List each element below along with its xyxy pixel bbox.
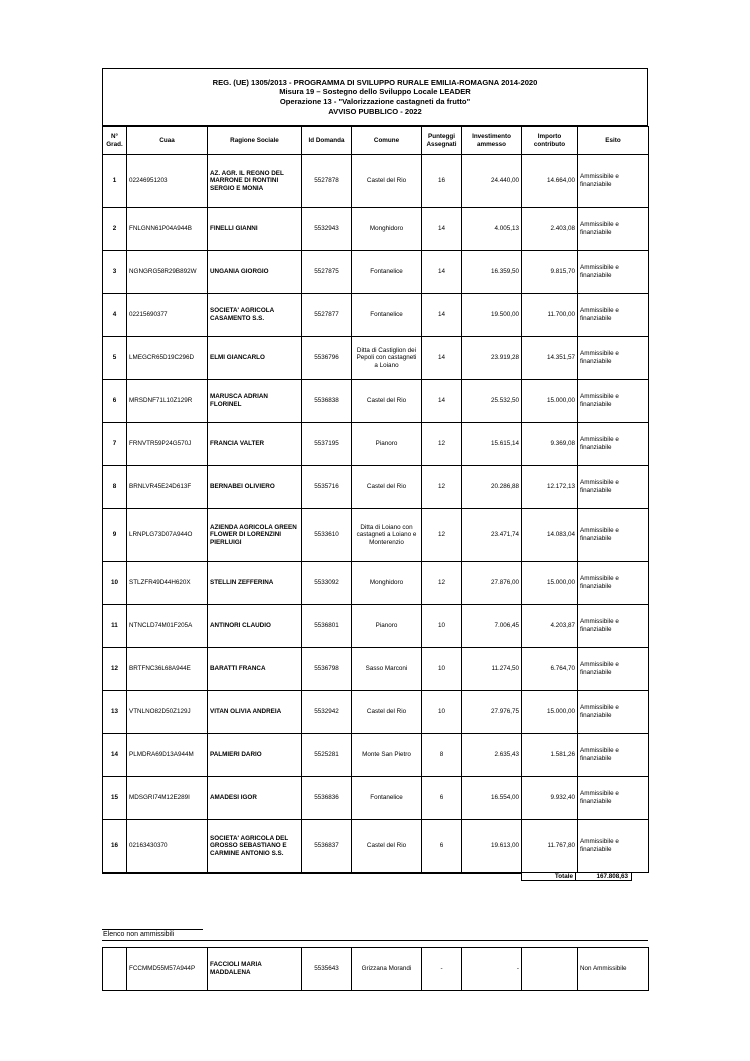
total-label: Totale — [521, 873, 576, 881]
table-row — [103, 948, 649, 991]
cell-cuaa: FRNVTR59P24G570J — [127, 423, 208, 466]
cell-investimento: 19.500,00 — [462, 294, 522, 337]
cell-ragione-sociale: AMADESI IGOR — [208, 777, 302, 820]
cell-investimento: 23.471,74 — [462, 509, 522, 562]
cell-comune: Fontanelice — [352, 777, 422, 820]
cell-id-domanda: 5527878 — [302, 155, 352, 208]
table-header-row — [103, 127, 649, 155]
cell-importo: 4.203,87 — [522, 605, 578, 648]
document-header — [102, 68, 648, 126]
cell-punteggi: 6 — [422, 777, 462, 820]
cell-comune: Ditta di Loiano con castagneti a Loiano e Monterenzio — [352, 509, 422, 562]
cell-esito: Ammissibile e finanziabile — [578, 337, 649, 380]
cell-id-domanda: 5532943 — [302, 208, 352, 251]
cell-comune: Pianoro — [352, 605, 422, 648]
cell-ragione-sociale: BARATTI FRANCA — [208, 648, 302, 691]
col-header-n: N° Grad. — [103, 127, 127, 155]
col-header-importo: Importo contributo — [522, 127, 578, 155]
cell-importo: 1.581,26 — [522, 734, 578, 777]
table-row — [103, 562, 649, 605]
cell-importo: 12.172,13 — [522, 466, 578, 509]
cell-punteggi: 12 — [422, 562, 462, 605]
cell-id-domanda: 5536796 — [302, 337, 352, 380]
table-row — [103, 337, 649, 380]
cell-comune: Castel del Rio — [352, 380, 422, 423]
cell-investimento: 20.286,88 — [462, 466, 522, 509]
cell-n: 16 — [103, 820, 127, 873]
cell-ragione-sociale: ELMI GIANCARLO — [208, 337, 302, 380]
cell-comune: Castel del Rio — [352, 155, 422, 208]
cell-n: 10 — [103, 562, 127, 605]
table-row — [103, 423, 649, 466]
cell-ragione-sociale: AZIENDA AGRICOLA GREEN FLOWER DI LORENZINI PIERLUIGI — [208, 509, 302, 562]
table-row — [103, 208, 649, 251]
cell-comune: Fontanelice — [352, 294, 422, 337]
cell-ragione-sociale: ANTINORI CLAUDIO — [208, 605, 302, 648]
table-row — [103, 734, 649, 777]
cell-esito: Non Ammissibile — [578, 948, 649, 991]
header-operation: Operazione 13 - "Valorizzazione castagneti da frutto" — [279, 97, 471, 106]
cell-importo: 9.369,08 — [522, 423, 578, 466]
cell-comune: Monghidoro — [352, 562, 422, 605]
total-value: 167.808,63 — [576, 873, 632, 881]
cell-n: 1 — [103, 155, 127, 208]
cell-investimento: 7.006,45 — [462, 605, 522, 648]
cell-importo — [522, 948, 578, 991]
cell-cuaa: PLMDRA69D13A944M — [127, 734, 208, 777]
cell-ragione-sociale: AZ. AGR. IL REGNO DEL MARRONE DI RONTINI SERGIO E MONIA — [208, 155, 302, 208]
cell-cuaa: 02215690377 — [127, 294, 208, 337]
cell-ragione-sociale: VITAN OLIVIA ANDREIA — [208, 691, 302, 734]
cell-investimento: 16.359,50 — [462, 251, 522, 294]
cell-investimento: 23.919,28 — [462, 337, 522, 380]
cell-importo: 14.083,04 — [522, 509, 578, 562]
cell-esito: Ammissibile e finanziabile — [578, 605, 649, 648]
cell-cuaa: 02246951203 — [127, 155, 208, 208]
cell-ragione-sociale: FINELLI GIANNI — [208, 208, 302, 251]
cell-investimento: 16.554,00 — [462, 777, 522, 820]
col-header-esito: Esito — [578, 127, 649, 155]
cell-n: 13 — [103, 691, 127, 734]
cell-esito: Ammissibile e finanziabile — [578, 734, 649, 777]
cell-cuaa: BRNLVR45E24D613F — [127, 466, 208, 509]
cell-n: 3 — [103, 251, 127, 294]
header-regulation: REG. (UE) 1305/2013 - PROGRAMMA DI SVILUPPO RURALE EMILIA-ROMAGNA 2014-2020 — [212, 77, 538, 87]
cell-cuaa: FCCMMD55M57A944P — [127, 948, 208, 991]
cell-id-domanda: 5532942 — [302, 691, 352, 734]
cell-comune: Monghidoro — [352, 208, 422, 251]
cell-ragione-sociale: SOCIETA' AGRICOLA CASAMENTO S.S. — [208, 294, 302, 337]
cell-n — [103, 948, 127, 991]
non-ammissibili-label: Elenco non ammissibili — [102, 929, 203, 939]
cell-id-domanda: 5537195 — [302, 423, 352, 466]
table-row — [103, 777, 649, 820]
cell-investimento: 4.005,13 — [462, 208, 522, 251]
table-row — [103, 509, 649, 562]
cell-esito: Ammissibile e finanziabile — [578, 466, 649, 509]
cell-esito: Ammissibile e finanziabile — [578, 294, 649, 337]
col-header-id-domanda: Id Domanda — [302, 127, 352, 155]
col-header-comune: Comune — [352, 127, 422, 155]
cell-comune: Castel del Rio — [352, 820, 422, 873]
cell-punteggi: 12 — [422, 466, 462, 509]
cell-investimento: 19.613,00 — [462, 820, 522, 873]
cell-importo: 6.764,70 — [522, 648, 578, 691]
table-row — [103, 605, 649, 648]
cell-n: 6 — [103, 380, 127, 423]
cell-id-domanda: 5536798 — [302, 648, 352, 691]
table-row — [103, 648, 649, 691]
cell-esito: Ammissibile e finanziabile — [578, 562, 649, 605]
cell-importo: 15.000,00 — [522, 380, 578, 423]
non-ammissibili-table — [102, 947, 649, 991]
cell-comune: Sasso Marconi — [352, 648, 422, 691]
cell-id-domanda: 5533092 — [302, 562, 352, 605]
cell-n: 15 — [103, 777, 127, 820]
header-measure: Misura 19 – Sostegno dello Sviluppo Locale LEADER — [279, 87, 471, 97]
cell-comune: Fontanelice — [352, 251, 422, 294]
cell-esito: Ammissibile e finanziabile — [578, 509, 649, 562]
cell-importo: 9.932,40 — [522, 777, 578, 820]
cell-investimento: 15.615,14 — [462, 423, 522, 466]
cell-id-domanda: 5536801 — [302, 605, 352, 648]
cell-punteggi: 10 — [422, 648, 462, 691]
cell-punteggi: 10 — [422, 605, 462, 648]
cell-importo: 9.815,70 — [522, 251, 578, 294]
cell-importo: 2.403,08 — [522, 208, 578, 251]
cell-id-domanda: 5527875 — [302, 251, 352, 294]
cell-punteggi: - — [422, 948, 462, 991]
cell-esito: Ammissibile e finanziabile — [578, 208, 649, 251]
cell-investimento: 27.876,00 — [462, 562, 522, 605]
cell-importo: 15.000,00 — [522, 691, 578, 734]
col-header-investimento: Investimento ammesso — [462, 127, 522, 155]
cell-esito: Ammissibile e finanziabile — [578, 251, 649, 294]
cell-investimento: - — [462, 948, 522, 991]
col-header-punteggi: Punteggi Assegnati — [422, 127, 462, 155]
cell-importo: 14.664,00 — [522, 155, 578, 208]
cell-ragione-sociale: MARUSCA ADRIAN FLORINEL — [208, 380, 302, 423]
cell-cuaa: MDSGRI74M12E289I — [127, 777, 208, 820]
cell-n: 7 — [103, 423, 127, 466]
cell-punteggi: 14 — [422, 294, 462, 337]
cell-n: 11 — [103, 605, 127, 648]
cell-ragione-sociale: UNGANIA GIORGIO — [208, 251, 302, 294]
table-row — [103, 466, 649, 509]
cell-n: 14 — [103, 734, 127, 777]
cell-id-domanda: 5533610 — [302, 509, 352, 562]
cell-n: 2 — [103, 208, 127, 251]
cell-comune: Monte San Pietro — [352, 734, 422, 777]
cell-cuaa: FNLGNN61P04A944B — [127, 208, 208, 251]
cell-id-domanda: 5535716 — [302, 466, 352, 509]
cell-importo: 11.767,80 — [522, 820, 578, 873]
document-page — [102, 68, 648, 976]
cell-esito: Ammissibile e finanziabile — [578, 820, 649, 873]
cell-esito: Ammissibile e finanziabile — [578, 423, 649, 466]
cell-id-domanda: 5536838 — [302, 380, 352, 423]
cell-importo: 14.351,57 — [522, 337, 578, 380]
cell-punteggi: 12 — [422, 509, 462, 562]
col-header-ragione-sociale: Ragione Sociale — [208, 127, 302, 155]
cell-ragione-sociale: SOCIETA' AGRICOLA DEL GROSSO SEBASTIANO E CARMINE ANTONIO S.S. — [208, 820, 302, 873]
cell-cuaa: MRSDNF71L10Z129R — [127, 380, 208, 423]
cell-n: 9 — [103, 509, 127, 562]
cell-punteggi: 16 — [422, 155, 462, 208]
cell-investimento: 24.440,00 — [462, 155, 522, 208]
cell-n: 8 — [103, 466, 127, 509]
cell-punteggi: 10 — [422, 691, 462, 734]
total-spacer — [102, 873, 521, 881]
cell-investimento: 2.635,43 — [462, 734, 522, 777]
cell-cuaa: NGNGRG58R29B892W — [127, 251, 208, 294]
cell-comune: Ditta di Castiglion dei Pepoli con castagneti a Loiano — [352, 337, 422, 380]
cell-id-domanda: 5527877 — [302, 294, 352, 337]
cell-cuaa: 02163430370 — [127, 820, 208, 873]
cell-punteggi: 8 — [422, 734, 462, 777]
cell-esito: Ammissibile e finanziabile — [578, 777, 649, 820]
cell-id-domanda: 5536836 — [302, 777, 352, 820]
cell-cuaa: STLZFR49D44H620X — [127, 562, 208, 605]
cell-punteggi: 6 — [422, 820, 462, 873]
cell-cuaa: NTNCLD74M01F205A — [127, 605, 208, 648]
cell-cuaa: LRNPLG73D07A944O — [127, 509, 208, 562]
table-row — [103, 691, 649, 734]
table-row — [103, 251, 649, 294]
divider — [102, 940, 648, 941]
cell-comune: Pianoro — [352, 423, 422, 466]
table-row — [103, 820, 649, 873]
cell-importo: 11.700,00 — [522, 294, 578, 337]
cell-cuaa: BRTFNC36L68A944E — [127, 648, 208, 691]
cell-ragione-sociale: FRANCIA VALTER — [208, 423, 302, 466]
cell-comune: Castel del Rio — [352, 691, 422, 734]
cell-n: 4 — [103, 294, 127, 337]
cell-comune: Grizzana Morandi — [352, 948, 422, 991]
cell-n: 5 — [103, 337, 127, 380]
table-row — [103, 155, 649, 208]
cell-esito: Ammissibile e finanziabile — [578, 380, 649, 423]
cell-punteggi: 14 — [422, 337, 462, 380]
cell-ragione-sociale: FACCIOLI MARIA MADDALENA — [208, 948, 302, 991]
cell-esito: Ammissibile e finanziabile — [578, 691, 649, 734]
cell-cuaa: LMEGCR65D19C296D — [127, 337, 208, 380]
cell-investimento: 25.532,50 — [462, 380, 522, 423]
cell-punteggi: 14 — [422, 208, 462, 251]
cell-punteggi: 14 — [422, 380, 462, 423]
cell-importo: 15.000,00 — [522, 562, 578, 605]
cell-ragione-sociale: BERNABEI OLIVIERO — [208, 466, 302, 509]
cell-comune: Castel del Rio — [352, 466, 422, 509]
col-header-cuaa: Cuaa — [127, 127, 208, 155]
cell-id-domanda: 5535643 — [302, 948, 352, 991]
cell-punteggi: 14 — [422, 251, 462, 294]
cell-id-domanda: 5525281 — [302, 734, 352, 777]
cell-ragione-sociale: STELLIN ZEFFERINA — [208, 562, 302, 605]
cell-investimento: 11.274,50 — [462, 648, 522, 691]
cell-investimento: 27.976,75 — [462, 691, 522, 734]
cell-esito: Ammissibile e finanziabile — [578, 648, 649, 691]
ranking-table — [102, 126, 649, 873]
table-row — [103, 380, 649, 423]
cell-n: 12 — [103, 648, 127, 691]
total-row — [102, 873, 648, 881]
cell-esito: Ammissibile e finanziabile — [578, 155, 649, 208]
cell-cuaa: VTNLNO82D50Z129J — [127, 691, 208, 734]
header-notice: AVVISO PUBBLICO - 2022 — [328, 106, 422, 116]
cell-id-domanda: 5536837 — [302, 820, 352, 873]
table-row — [103, 294, 649, 337]
cell-punteggi: 12 — [422, 423, 462, 466]
cell-ragione-sociale: PALMIERI DARIO — [208, 734, 302, 777]
